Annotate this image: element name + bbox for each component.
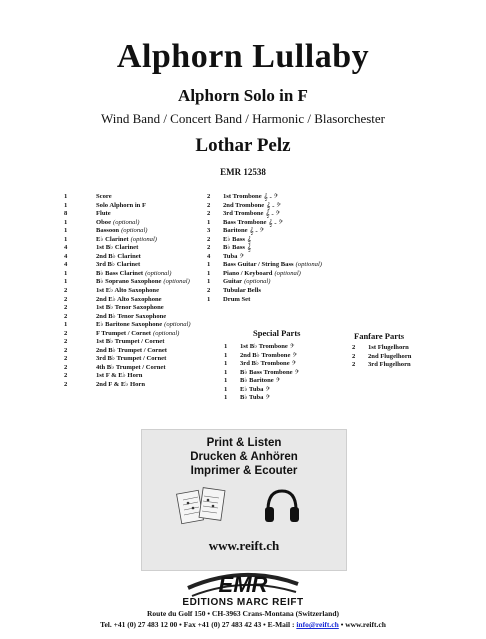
part-name: Baritone — [223, 227, 248, 235]
part-quantity: 1 — [64, 278, 68, 286]
clef-icon: 𝄢 — [239, 252, 244, 261]
part-name: 2nd B♭ Trumpet / Cornet — [96, 346, 168, 354]
part-quantity: 2 — [64, 338, 68, 346]
part-name: Drum Set — [223, 295, 251, 303]
part-row — [64, 381, 191, 390]
part-row — [352, 353, 411, 362]
part-row — [64, 364, 191, 373]
part-row — [207, 210, 322, 219]
part-quantity: 1 — [64, 321, 68, 329]
part-name: 2nd B♭ Tenor Saxophone — [96, 312, 167, 320]
part-quantity: 2 — [207, 287, 211, 295]
catalog-code: EMR 12538 — [220, 167, 266, 177]
clef-icon: 𝄞 - 𝄢 — [263, 193, 279, 201]
part-quantity: 1 — [64, 201, 68, 209]
part-optional-note: (optional) — [295, 261, 322, 269]
part-name: 3rd Trombone — [223, 210, 264, 218]
part-quantity: 2 — [64, 287, 68, 295]
part-quantity: 2 — [64, 329, 68, 337]
part-row — [224, 394, 299, 403]
part-row — [207, 236, 322, 245]
part-name: 3rd B♭ Clarinet — [96, 261, 141, 269]
part-row — [64, 270, 191, 279]
part-quantity: 4 — [207, 252, 211, 260]
part-quantity: 1 — [207, 269, 211, 277]
part-row — [64, 355, 191, 364]
part-name: E♭ Clarinet — [96, 235, 129, 243]
part-name: 2nd B♭ Trombone — [240, 351, 291, 359]
part-optional-note: (optional) — [130, 235, 157, 243]
part-row — [64, 236, 191, 245]
part-quantity: 1 — [224, 368, 228, 376]
part-quantity: 2 — [352, 361, 356, 369]
part-name: 1st Trombone — [223, 193, 262, 200]
part-quantity: 1 — [207, 278, 211, 286]
promo-line-3: Imprimer & Ecouter — [190, 465, 298, 477]
part-name: 2nd F & E♭ Horn — [96, 381, 146, 389]
part-row — [207, 219, 322, 228]
part-quantity: 2 — [207, 210, 211, 218]
part-quantity: 2 — [352, 352, 356, 360]
part-quantity: 2 — [64, 346, 68, 354]
headphones-icon — [262, 486, 302, 526]
contact-phone-fax: Tel. +41 (0) 27 483 12 00 • Fax +41 (0) 27 483 42 43 • E-Mail : — [100, 620, 297, 629]
part-row — [207, 270, 322, 279]
part-quantity: 8 — [64, 210, 68, 218]
part-row — [224, 369, 299, 378]
part-optional-note: (optional) — [244, 278, 271, 286]
part-quantity: 2 — [207, 235, 211, 243]
part-row — [207, 278, 322, 287]
part-row — [207, 296, 322, 305]
part-optional-note: (optional) — [121, 227, 148, 235]
part-quantity: 2 — [352, 344, 356, 351]
part-row — [64, 330, 191, 339]
clef-icon: 𝄞 — [246, 235, 252, 244]
part-row — [224, 377, 299, 386]
part-optional-note: (optional) — [145, 269, 172, 277]
clef-icon: 𝄢 — [265, 394, 270, 403]
part-name: 2nd E♭ Alto Saxophone — [96, 295, 162, 303]
fanfare-parts-list — [352, 344, 411, 370]
contact-website: • www.reift.ch — [338, 620, 386, 629]
sheet-music-icon — [176, 486, 228, 526]
ensemble-types: Wind Band / Concert Band / Harmonic / Blasorchester — [101, 111, 385, 126]
part-quantity: 1 — [207, 218, 211, 226]
part-name: B♭ Bass — [223, 244, 245, 252]
fanfare-parts-heading: Fanfare Parts — [354, 331, 405, 341]
part-row — [207, 202, 322, 211]
publisher-name: EDITIONS MARC REIFT — [182, 597, 304, 608]
special-parts-heading: Special Parts — [253, 328, 301, 338]
part-quantity: 4 — [64, 261, 68, 269]
part-name: 2nd Flugelhorn — [368, 352, 412, 360]
part-quantity: 1 — [224, 343, 228, 350]
part-name: 1st Flugelhorn — [368, 344, 409, 351]
part-row — [64, 210, 191, 219]
part-row — [224, 386, 299, 395]
part-name: Oboe — [96, 218, 112, 226]
part-name: F Trumpet / Cornet — [96, 329, 151, 337]
score-title: Alphorn Lullaby — [116, 38, 370, 75]
part-row — [224, 360, 299, 369]
part-row — [352, 344, 411, 353]
part-quantity: 1 — [64, 193, 68, 200]
part-name: 2nd Trombone — [223, 201, 265, 209]
part-quantity: 2 — [64, 295, 68, 303]
part-row — [64, 313, 191, 322]
part-quantity: 2 — [64, 304, 68, 312]
part-row — [64, 253, 191, 262]
logo-text: EMR — [218, 572, 268, 597]
part-quantity: 1 — [224, 385, 228, 393]
composer-name: Lothar Pelz — [195, 135, 291, 156]
clef-icon: 𝄞 - 𝄢 — [266, 201, 281, 210]
part-quantity: 4 — [64, 244, 68, 252]
website-link[interactable]: www.reift.ch — [208, 538, 280, 553]
part-name: 1st B♭ Tenor Saxophone — [96, 304, 164, 312]
part-optional-note: (optional) — [164, 321, 191, 329]
part-quantity: 1 — [207, 261, 211, 269]
part-row — [207, 253, 322, 262]
clef-icon: 𝄢 — [294, 368, 300, 377]
part-row — [64, 338, 191, 347]
part-row — [64, 278, 191, 287]
part-row — [64, 372, 191, 381]
promo-text — [142, 436, 346, 478]
clef-icon: 𝄢 — [291, 360, 297, 369]
part-row — [64, 219, 191, 228]
part-row — [352, 361, 411, 370]
part-quantity: 1 — [224, 351, 228, 359]
part-quantity: 1 — [64, 218, 68, 226]
part-name: 4th B♭ Trumpet / Cornet — [96, 363, 166, 371]
part-name: B♭ Soprano Saxophone — [96, 278, 162, 286]
part-quantity: 4 — [64, 252, 68, 260]
part-optional-note: (optional) — [274, 269, 301, 277]
part-quantity: 2 — [207, 201, 211, 209]
part-name: B♭ Bass Trombone — [240, 368, 293, 376]
part-quantity: 1 — [64, 227, 68, 235]
part-row — [224, 343, 299, 352]
part-row — [207, 193, 322, 202]
part-name: 3rd Flugelhorn — [368, 361, 411, 369]
parts-list-left — [64, 193, 191, 390]
part-name: 2nd B♭ Clarinet — [96, 252, 141, 260]
part-name: Tuba — [223, 252, 238, 260]
part-row — [64, 296, 191, 305]
part-quantity: 2 — [64, 381, 68, 389]
part-row — [207, 261, 322, 270]
part-name: Flute — [96, 210, 111, 218]
print-listen-box — [141, 429, 347, 571]
part-name: Tubular Bells — [223, 287, 261, 295]
part-name: Guitar — [223, 278, 243, 286]
part-row — [64, 227, 191, 236]
part-name: E♭ Bass — [223, 235, 245, 243]
part-quantity: 2 — [64, 372, 68, 380]
part-name: 3rd B♭ Trumpet / Cornet — [96, 355, 167, 363]
part-quantity: 2 — [64, 355, 68, 363]
part-row — [64, 287, 191, 296]
part-quantity: 2 — [64, 312, 68, 320]
special-parts-list — [224, 343, 299, 403]
part-row — [64, 321, 191, 330]
clef-icon: 𝄞 - 𝄢 — [249, 227, 265, 236]
part-quantity: 1 — [224, 377, 228, 385]
part-row — [64, 261, 191, 270]
part-name: Bass Guitar / String Bass — [223, 261, 294, 269]
clef-icon: 𝄢 — [292, 351, 297, 360]
part-row — [64, 244, 191, 253]
part-name: Score — [96, 193, 112, 200]
part-name: E♭ Tuba — [240, 385, 264, 393]
part-quantity: 1 — [64, 269, 68, 277]
promo-line-1: Print & Listen — [206, 437, 282, 449]
part-quantity: 1 — [207, 295, 211, 303]
promo-line-2: Drucken & Anhören — [190, 451, 298, 463]
part-quantity: 1 — [64, 235, 68, 243]
clef-icon: 𝄞 - 𝄢 — [265, 210, 280, 219]
part-name: 1st F & E♭ Horn — [96, 372, 143, 380]
part-name: 1st E♭ Alto Saxophone — [96, 287, 160, 295]
part-name: Bassoon — [96, 227, 120, 235]
part-name: B♭ Bass Clarinet — [96, 269, 144, 277]
clef-icon: 𝄞 - 𝄢 — [268, 218, 283, 227]
part-name: E♭ Baritone Saxophone — [96, 321, 163, 329]
part-name: Piano / Keyboard — [223, 269, 273, 277]
part-name: Bass Trombone — [223, 218, 267, 226]
part-quantity: 1 — [224, 394, 228, 402]
part-row — [207, 287, 322, 296]
parts-list-middle — [207, 193, 322, 304]
part-optional-note: (optional) — [163, 278, 190, 286]
part-name: 1st B♭ Clarinet — [96, 244, 139, 252]
part-name: Solo Alphorn in F — [96, 201, 147, 209]
clef-icon: 𝄢 — [275, 377, 281, 386]
part-name: 1st B♭ Trombone — [240, 343, 288, 350]
publisher-contact — [0, 620, 486, 629]
publisher-address: Route du Golf 150 • CH-3963 Crans-Montana (Switzerland) — [147, 609, 339, 618]
part-row — [64, 193, 191, 202]
part-row — [64, 202, 191, 211]
part-quantity: 2 — [64, 363, 68, 371]
part-quantity: 2 — [207, 244, 211, 252]
part-row — [224, 352, 299, 361]
part-row — [207, 227, 322, 236]
part-row — [64, 304, 191, 313]
part-name: B♭ Baritone — [240, 377, 274, 385]
clef-icon: 𝄢 — [265, 385, 270, 394]
clef-icon: 𝄢 — [289, 343, 295, 351]
part-name: B♭ Tuba — [240, 394, 264, 402]
part-quantity: 3 — [207, 227, 211, 235]
clef-icon: 𝄞 — [246, 244, 252, 253]
part-optional-note: (optional) — [153, 329, 180, 337]
score-subtitle: Alphorn Solo in F — [178, 86, 308, 105]
part-row — [207, 244, 322, 253]
part-optional-note: (optional) — [113, 218, 140, 226]
email-link[interactable]: info@reift.ch — [296, 620, 339, 629]
part-row — [64, 347, 191, 356]
part-quantity: 1 — [224, 360, 228, 368]
part-name: 3rd B♭ Trombone — [240, 360, 290, 368]
part-quantity: 2 — [207, 193, 211, 200]
part-name: 1st B♭ Trumpet / Cornet — [96, 338, 165, 346]
